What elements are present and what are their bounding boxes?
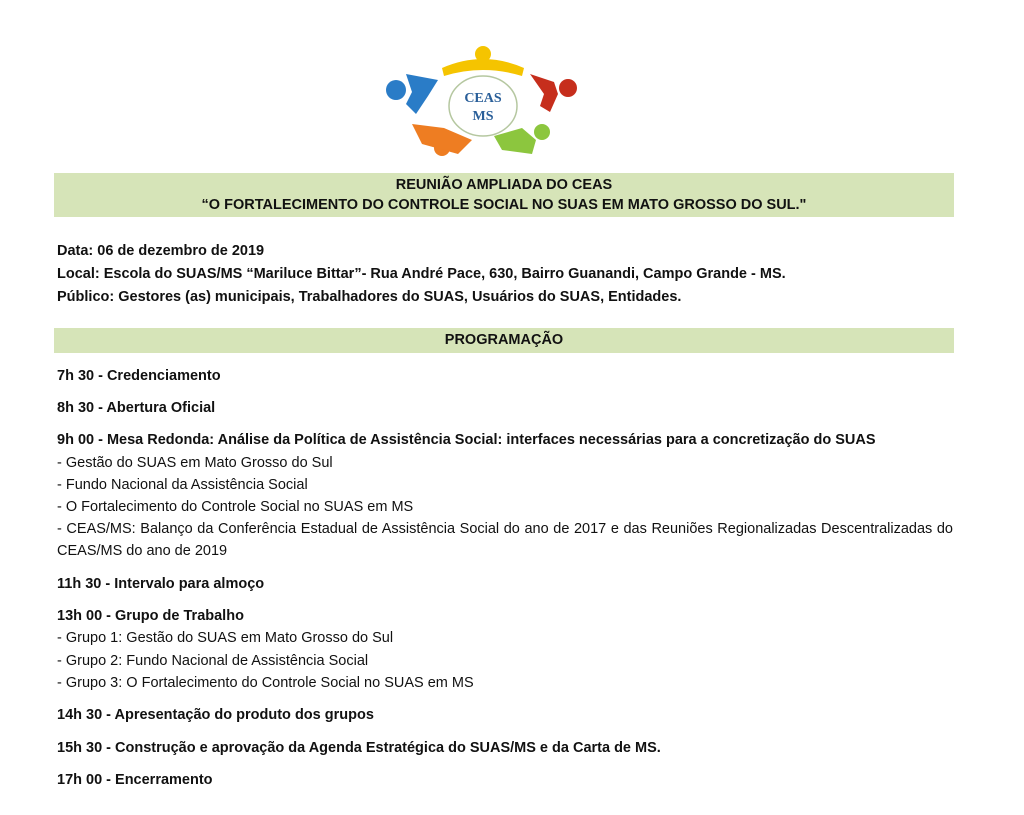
header-band: [54, 173, 954, 217]
work-group: - Grupo 3: O Fortalecimento do Controle Social no SUAS em MS: [57, 675, 474, 691]
logo-figure-blue: [386, 74, 438, 114]
program-item: 15h 30 - Construção e aprovação da Agenda Estratégica do SUAS/MS e da Carta de MS.: [57, 740, 661, 756]
work-group: - Grupo 2: Fundo Nacional de Assistência Social: [57, 653, 369, 669]
logo-figure-red: [530, 74, 577, 112]
event-audience: Público: Gestores (as) municipais, Trabalhadores do SUAS, Usuários do SUAS, Entidades.: [57, 289, 682, 305]
round-table-topic: - O Fortalecimento do Controle Social no SUAS em MS: [57, 499, 414, 515]
logo-figure-yellow: [442, 46, 524, 76]
program-title: PROGRAMAÇÃO: [444, 332, 564, 348]
program-item: 13h 00 - Grupo de Trabalho: [57, 608, 244, 624]
round-table-topic: - Fundo Nacional da Assistência Social: [57, 477, 308, 493]
program-item: 11h 30 - Intervalo para almoço: [57, 576, 265, 592]
round-table-topic: - Gestão do SUAS em Mato Grosso do Sul: [57, 455, 333, 471]
program-item: 8h 30 - Abertura Oficial: [57, 400, 216, 416]
logo-text-ms: MS: [472, 109, 494, 124]
logo-text-ceas: CEAS: [464, 91, 502, 106]
ceas-ms-logo: [382, 44, 584, 158]
event-date: Data: 06 de dezembro de 2019: [57, 243, 265, 259]
header-title: REUNIÃO AMPLIADA DO CEAS: [395, 177, 613, 193]
header-subtitle: “O FORTALECIMENTO DO CONTROLE SOCIAL NO SUAS EM MATO GROSSO DO SUL.": [201, 197, 807, 213]
program-item: 14h 30 - Apresentação do produto dos grupos: [57, 707, 374, 723]
logo-center: [449, 76, 517, 136]
program-item: 9h 00 - Mesa Redonda: Análise da Política de Assistência Social: interfaces necessárias para a concretização do SUAS: [57, 432, 876, 448]
program-title-band: [54, 328, 954, 353]
program-item: 7h 30 - Credenciamento: [57, 368, 221, 384]
event-location: Local: Escola do SUAS/MS “Mariluce Bittar”- Rua André Pace, 630, Bairro Guanandi, Campo Grande - MS.: [57, 266, 786, 282]
work-group: - Grupo 1: Gestão do SUAS em Mato Grosso do Sul: [57, 630, 394, 646]
program-item: 17h 00 - Encerramento: [57, 772, 213, 788]
round-table-topic: - CEAS/MS: Balanço da Conferência Estadual de Assistência Social do ano de 2017 e das Reuniões Regionalizadas Descentralizadas do CEAS/MS do ano de 2019: [57, 521, 953, 559]
